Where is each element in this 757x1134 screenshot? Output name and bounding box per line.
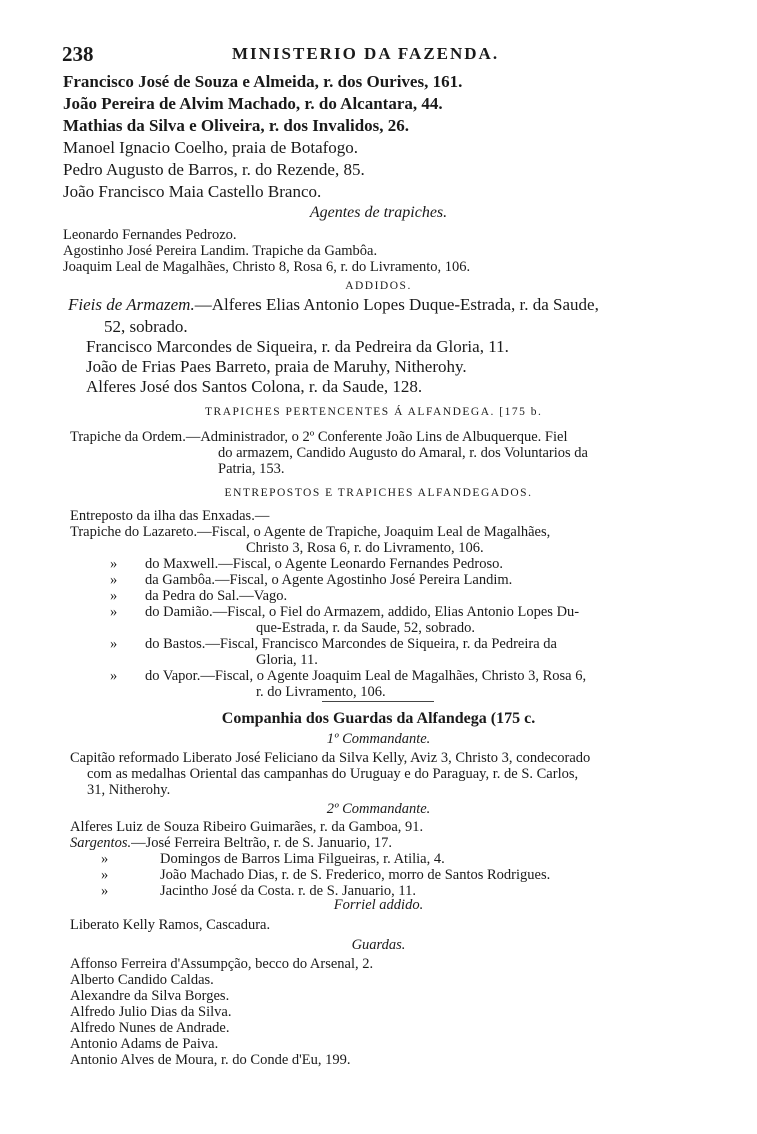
section-heading-companhia: Companhia dos Guardas da Alfandega (175 c. (221, 710, 536, 727)
trapiche-line: Patria, 153. (218, 461, 285, 477)
name-line: João Francisco Maia Castello Branco. (63, 182, 322, 201)
name-line: Mathias da Silva e Oliveira, r. dos Invalidos, 26. (63, 116, 410, 135)
addido-line: Francisco Marcondes de Siqueira, r. da Pedreira da Gloria, 11. (86, 337, 509, 356)
name-line: Manoel Ignacio Coelho, praia de Botafogo. (63, 138, 359, 157)
section-heading-agentes: Agentes de trapiches. (309, 204, 448, 221)
entreposto-line: Entreposto da ilha das Enxadas.— (70, 508, 270, 524)
ditto-mark: » (101, 867, 109, 883)
name-line: Francisco José de Souza e Almeida, r. dos Ourives, 161. (63, 72, 463, 91)
subheading-forriel: Forriel addido. (333, 897, 424, 913)
agente-line: Agostinho José Pereira Landim. Trapiche da Gambôa. (63, 243, 378, 259)
addido-label: Fieis de Armazem. (68, 295, 195, 314)
agente-line: Joaquim Leal de Magalhães, Christo 8, Rosa 6, r. do Livramento, 106. (63, 259, 471, 275)
commandante-line: Capitão reformado Liberato José Feliciano da Silva Kelly, Aviz 3, Christo 3, condecorado (70, 750, 591, 766)
guarda-line: Alfredo Julio Dias da Silva. (70, 1004, 232, 1020)
sargento-line: João Machado Dias, r. de S. Frederico, morro de Santos Rodrigues. (160, 867, 551, 883)
commandante-line: 31, Nitherohy. (87, 782, 171, 798)
addido-line: 52, sobrado. (104, 317, 188, 336)
trapiche-line: do armazem, Candido Augusto do Amaral, r. dos Voluntarios da (218, 445, 588, 461)
entreposto-line: da Pedra do Sal.—Vago. (145, 588, 288, 604)
entreposto-line: r. do Livramento, 106. (256, 684, 386, 700)
section-heading-trapiches: TRAPICHES PERTENCENTES Á ALFANDEGA. [175 b. (205, 406, 543, 418)
ditto-mark: » (101, 883, 109, 899)
entreposto-line: que-Estrada, r. da Saude, 52, sobrado. (256, 620, 476, 636)
name-line: Pedro Augusto de Barros, r. do Rezende, 85. (63, 160, 365, 179)
trapiche-line: Trapiche da Ordem.—Administrador, o 2º Conferente João Lins de Albuquerque. Fiel (70, 429, 568, 445)
guarda-line: Alberto Candido Caldas. (70, 972, 214, 988)
sargento-text: —José Ferreira Beltrão, r. de S. Januario, 17. (131, 835, 393, 851)
ditto-mark: » (110, 604, 118, 620)
subheading-first-commandante: 1º Commandante. (326, 731, 431, 747)
addido-line: João de Frias Paes Barreto, praia de Maruhy, Nitherohy. (86, 357, 467, 376)
subheading-second-commandante: 2º Commandante. (326, 801, 431, 817)
ditto-mark: » (101, 851, 109, 867)
ditto-mark: » (110, 556, 118, 572)
entreposto-line: da Gambôa.—Fiscal, o Agente Agostinho José Pereira Landim. (145, 572, 513, 588)
agente-line: Leonardo Fernandes Pedrozo. (63, 227, 237, 243)
ditto-mark: » (110, 668, 118, 684)
addido-line: Alferes José dos Santos Colona, r. da Saude, 128. (86, 377, 423, 396)
name-line: João Pereira de Alvim Machado, r. do Alcantara, 44. (63, 94, 443, 113)
guarda-line: Alexandre da Silva Borges. (70, 988, 230, 1004)
guarda-line: Alfredo Nunes de Andrade. (70, 1020, 230, 1036)
sargento-line: Domingos de Barros Lima Filgueiras, r. Atilia, 4. (160, 851, 445, 867)
ditto-mark: » (110, 636, 118, 652)
section-heading-addidos: ADDIDOS. (345, 280, 412, 292)
ditto-mark: » (110, 588, 118, 604)
forriel-line: Liberato Kelly Ramos, Cascadura. (70, 917, 271, 933)
entreposto-line: Christo 3, Rosa 6, r. do Livramento, 106. (246, 540, 484, 556)
sargento-line: Jacintho José da Costa. r. de S. Januario, 11. (160, 883, 416, 899)
subheading-guardas: Guardas. (351, 937, 406, 953)
running-title: MINISTERIO DA FAZENDA. (232, 44, 500, 63)
guarda-line: Antonio Adams de Paiva. (70, 1036, 219, 1052)
guarda-line: Antonio Alves de Moura, r. do Conde d'Eu, 199. (70, 1052, 351, 1068)
entreposto-line: Trapiche do Lazareto.—Fiscal, o Agente de Trapiche, Joaquim Leal de Magalhães, (70, 524, 551, 540)
section-divider (322, 701, 434, 702)
sargento-line (70, 836, 392, 851)
commandante-line: Alferes Luiz de Souza Ribeiro Guimarães, r. da Gamboa, 91. (70, 819, 424, 835)
addido-text: —Alferes Elias Antonio Lopes Duque-Estrada, r. da Saude, (194, 295, 599, 314)
entreposto-line: do Maxwell.—Fiscal, o Agente Leonardo Fernandes Pedroso. (145, 556, 503, 572)
entreposto-line: do Vapor.—Fiscal, o Agente Joaquim Leal de Magalhães, Christo 3, Rosa 6, (145, 668, 587, 684)
entreposto-line: Gloria, 11. (256, 652, 318, 668)
section-heading-entrepostos: ENTREPOSTOS E TRAPICHES ALFANDEGADOS. (224, 487, 533, 499)
guarda-line: Affonso Ferreira d'Assumpção, becco do Arsenal, 2. (70, 956, 374, 972)
entreposto-line: do Bastos.—Fiscal, Francisco Marcondes de Siqueira, r. da Pedreira da (145, 636, 557, 652)
addido-line (68, 296, 599, 313)
page-number: 238 (62, 42, 94, 66)
ditto-mark: » (110, 572, 118, 588)
commandante-line: com as medalhas Oriental das campanhas do Uruguay e do Paraguay, r. de S. Carlos, (87, 766, 579, 782)
sargentos-label: Sargentos. (70, 835, 132, 851)
entreposto-line: do Damião.—Fiscal, o Fiel do Armazem, addido, Elias Antonio Lopes Du- (145, 604, 580, 620)
